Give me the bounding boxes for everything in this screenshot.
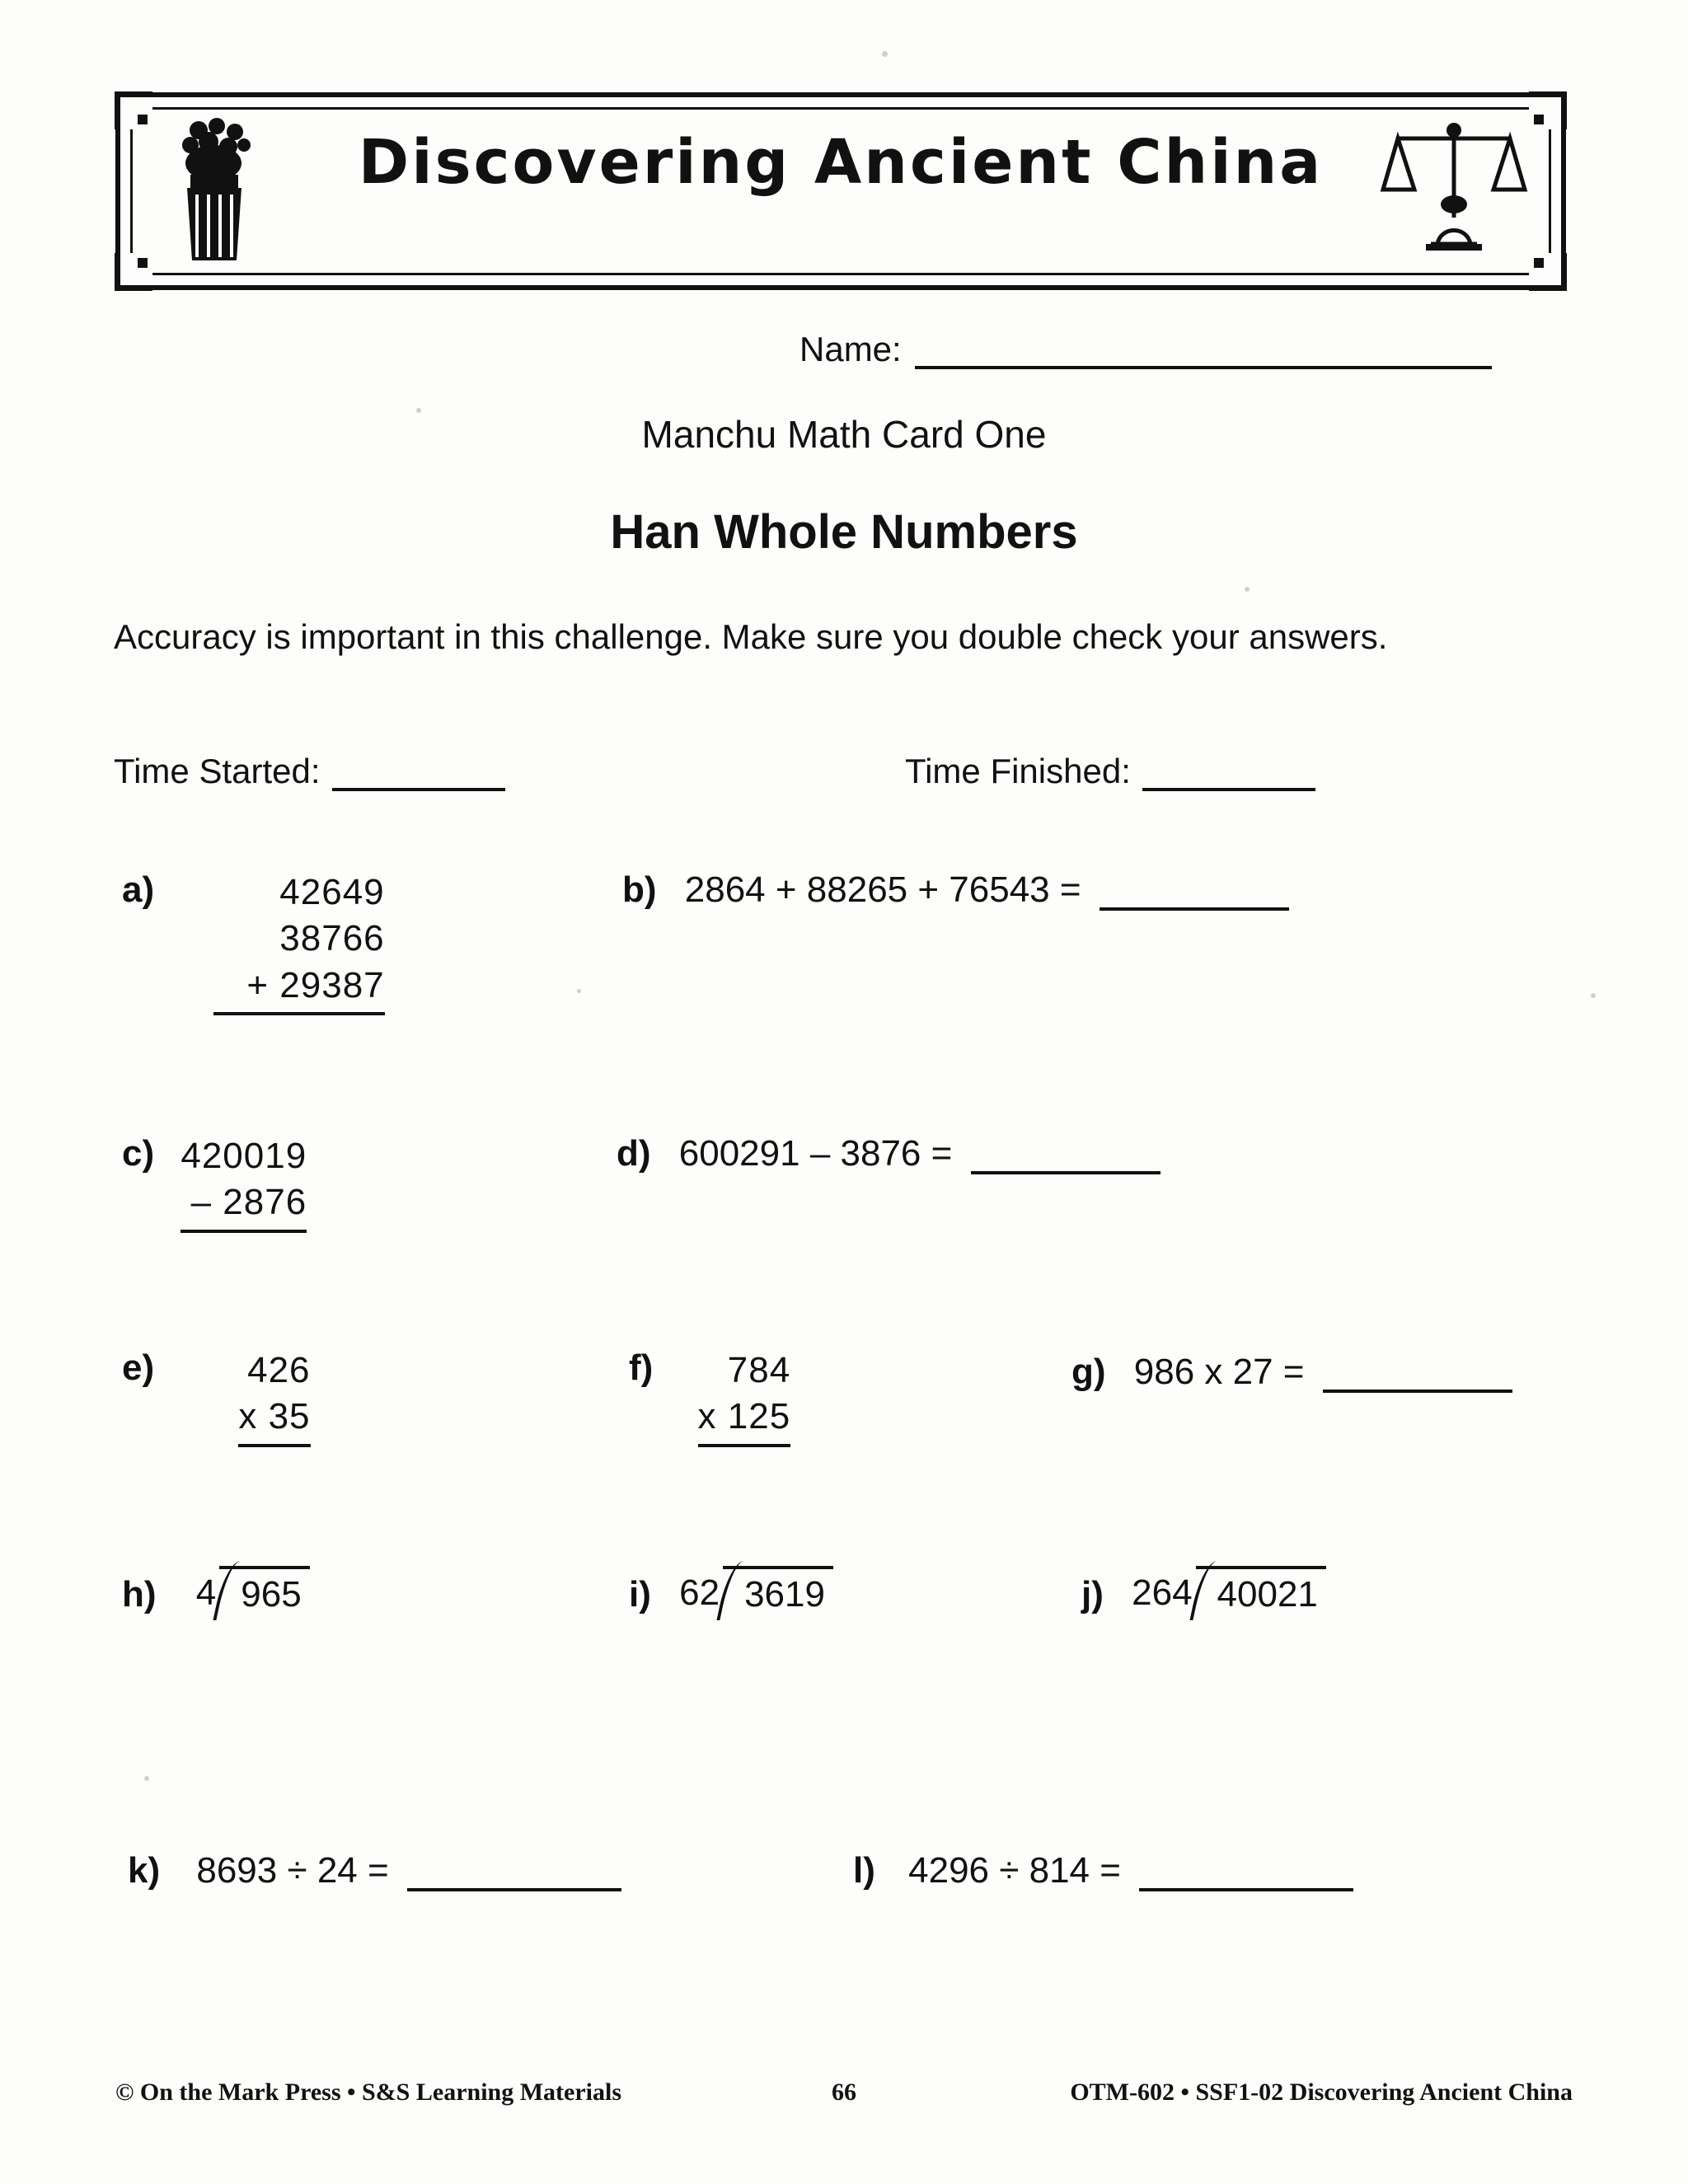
banner-corner-bottom-left bbox=[115, 253, 152, 291]
problem-d-label: d) bbox=[617, 1133, 651, 1174]
problem-e-line1: 426 bbox=[247, 1350, 311, 1390]
problem-a-line3: + 29387 bbox=[213, 963, 384, 1015]
banner-corner-bottom-right bbox=[1529, 253, 1567, 291]
problem-f-stack bbox=[698, 1347, 791, 1447]
problem-c-line2: – 2876 bbox=[181, 1179, 307, 1232]
problem-g bbox=[1071, 1352, 1512, 1393]
page-title: Han Whole Numbers bbox=[610, 505, 1078, 559]
problem-b-text: 2864 + 88265 + 76543 = bbox=[684, 869, 1081, 910]
time-started-label: Time Started: bbox=[114, 752, 321, 790]
problem-c-line1: 420019 bbox=[181, 1136, 307, 1176]
problem-a-label: a) bbox=[122, 869, 155, 910]
problem-e-label: e) bbox=[122, 1347, 155, 1388]
problem-g-label: g) bbox=[1071, 1352, 1106, 1392]
problem-c-stack bbox=[181, 1133, 307, 1233]
banner-title: Discovering Ancient China bbox=[358, 127, 1324, 198]
footer-reference: OTM-602 • SSF1-02 Discovering Ancient China bbox=[1070, 2079, 1573, 2106]
problem-j-label: j) bbox=[1081, 1574, 1104, 1615]
problem-e-line2: x 35 bbox=[238, 1394, 310, 1446]
problem-g-answer-line[interactable] bbox=[1323, 1383, 1512, 1393]
problem-g-text: 986 x 27 = bbox=[1133, 1352, 1305, 1392]
problem-b-label: b) bbox=[622, 869, 657, 910]
problem-j-dividend-box bbox=[1196, 1566, 1326, 1615]
time-finished-input-line[interactable] bbox=[1142, 781, 1315, 791]
problem-i-divisor: 62 bbox=[679, 1572, 720, 1613]
problem-c bbox=[122, 1133, 307, 1233]
problem-h-dividend: 965 bbox=[241, 1574, 302, 1615]
problem-i-label: i) bbox=[629, 1574, 651, 1615]
card-subtitle: Manchu Math Card One bbox=[641, 413, 1047, 456]
problem-h-dividend-box bbox=[219, 1566, 309, 1615]
name-row bbox=[799, 330, 1492, 369]
problem-k-text: 8693 ÷ 24 = bbox=[196, 1850, 389, 1891]
footer-page-number: 66 bbox=[832, 2079, 856, 2106]
time-finished-label: Time Finished: bbox=[905, 752, 1131, 790]
time-started-group bbox=[114, 752, 505, 791]
problem-i-dividend: 3619 bbox=[744, 1574, 825, 1615]
problem-d bbox=[617, 1133, 1160, 1174]
problem-c-label: c) bbox=[122, 1133, 155, 1174]
problem-a-stack bbox=[213, 869, 384, 1015]
problem-f-line2: x 125 bbox=[698, 1394, 791, 1446]
problem-f bbox=[629, 1347, 790, 1447]
problem-l-answer-line[interactable] bbox=[1139, 1882, 1353, 1891]
problem-l bbox=[853, 1850, 1353, 1891]
problem-l-label: l) bbox=[853, 1850, 875, 1891]
scan-speck bbox=[144, 1776, 149, 1781]
problem-h bbox=[122, 1566, 310, 1615]
scan-speck bbox=[1245, 587, 1250, 592]
problem-d-text: 600291 – 3876 = bbox=[678, 1133, 953, 1174]
banner-corner-top-right bbox=[1529, 91, 1567, 129]
problem-j-dividend: 40021 bbox=[1217, 1574, 1318, 1615]
problem-a-line1: 42649 bbox=[279, 872, 385, 912]
problem-k bbox=[128, 1850, 621, 1891]
problem-l-text: 4296 ÷ 814 = bbox=[908, 1850, 1121, 1891]
problem-j-divisor: 264 bbox=[1132, 1572, 1193, 1613]
problem-d-answer-line[interactable] bbox=[971, 1165, 1160, 1174]
scan-speck bbox=[577, 989, 581, 993]
name-label: Name: bbox=[799, 330, 902, 368]
scan-speck bbox=[1591, 993, 1596, 998]
problem-j bbox=[1081, 1566, 1326, 1615]
problem-a bbox=[122, 869, 385, 1015]
problem-i-dividend-box bbox=[723, 1566, 833, 1615]
footer-copyright: © On the Mark Press • S&S Learning Materials bbox=[115, 2079, 621, 2106]
instructions-text: Accuracy is important in this challenge. Make sure you double check your answers. bbox=[114, 617, 1388, 656]
time-started-input-line[interactable] bbox=[332, 781, 505, 791]
problem-b bbox=[622, 869, 1289, 911]
balance-scales-icon bbox=[1380, 119, 1528, 259]
problem-e bbox=[122, 1347, 311, 1447]
problem-a-line2: 38766 bbox=[279, 918, 385, 959]
problem-b-answer-line[interactable] bbox=[1100, 901, 1289, 911]
problem-k-label: k) bbox=[128, 1850, 161, 1891]
banner-corner-top-left bbox=[115, 91, 152, 129]
problem-k-answer-line[interactable] bbox=[407, 1882, 621, 1891]
problem-i bbox=[629, 1566, 833, 1615]
title-banner bbox=[115, 92, 1566, 290]
problem-f-label: f) bbox=[629, 1347, 654, 1388]
scan-speck bbox=[882, 51, 888, 57]
problem-h-label: h) bbox=[122, 1574, 157, 1615]
name-input-line[interactable] bbox=[915, 358, 1492, 369]
problem-f-line1: 784 bbox=[727, 1350, 791, 1390]
time-finished-group bbox=[905, 752, 1315, 791]
problem-e-stack bbox=[238, 1347, 310, 1447]
problem-h-divisor: 4 bbox=[195, 1572, 217, 1613]
